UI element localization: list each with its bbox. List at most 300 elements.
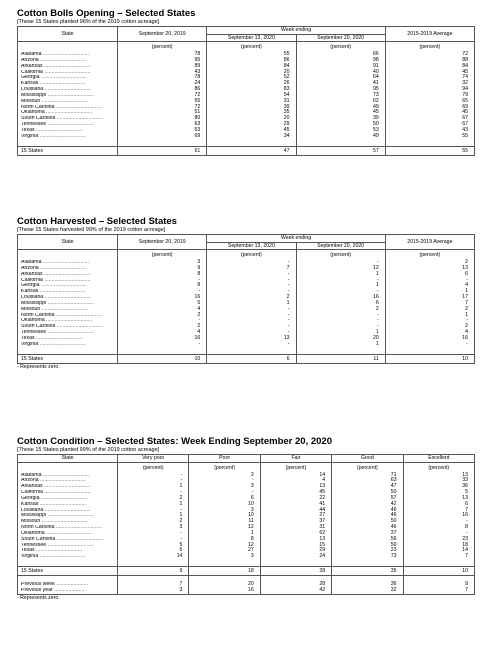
table-cell: 7 xyxy=(403,554,474,560)
table-cell: 72 xyxy=(385,52,474,58)
table-cell: Missouri ................................ xyxy=(18,519,118,525)
table-cell: California ................................ xyxy=(18,70,118,76)
table-cell: Virginia ................................ xyxy=(18,134,118,140)
table-cell: 4 xyxy=(118,330,207,336)
table-cell: Georgia ................................ xyxy=(18,283,118,289)
table-cell: Tennessee ................................ xyxy=(18,122,118,128)
table-cell: 6 xyxy=(207,354,296,363)
table-cell: 2 xyxy=(385,324,474,330)
table-cell: - xyxy=(296,324,385,330)
table-cell: Mississippi ................................ xyxy=(18,93,118,99)
table-cell: Kansas ................................ xyxy=(18,81,118,87)
col-header: September 20, 2020 xyxy=(296,242,385,250)
table-cell: 18 xyxy=(189,567,260,576)
table-cell: - xyxy=(207,307,296,313)
table-cell: 4 xyxy=(118,307,207,313)
table-cell: 86 xyxy=(207,58,296,64)
table-cell: 4 xyxy=(260,478,331,484)
table-cell: 41 xyxy=(260,502,331,508)
table-cell: Arkansas ................................ xyxy=(18,272,118,278)
unit-label: (percent) xyxy=(260,462,331,473)
table-cell: 5 xyxy=(118,543,189,549)
table-cell: 1 xyxy=(296,272,385,278)
table-cell: 36 xyxy=(403,484,474,490)
table-cell: 67 xyxy=(385,122,474,128)
table-cell: 3 xyxy=(189,484,260,490)
unit-label: (percent) xyxy=(296,250,385,261)
table-cell: Texas ................................ xyxy=(18,336,118,342)
unit-label: (percent) xyxy=(207,250,296,261)
unit-label: (percent) xyxy=(118,462,189,473)
table-cell: 40 xyxy=(296,70,385,76)
table-cell: 1 xyxy=(385,313,474,319)
table-cell: 74 xyxy=(385,75,474,81)
table-cell: 13 xyxy=(207,336,296,342)
table-cell: - xyxy=(296,260,385,266)
table-cell: 1 xyxy=(385,289,474,295)
table-cell: 63 xyxy=(332,478,403,484)
table-cell: 28 xyxy=(260,582,331,588)
table-cell: 8 xyxy=(118,283,207,289)
table-cell: - xyxy=(118,537,189,543)
col-header: Good xyxy=(332,455,403,463)
unit-label: (percent) xyxy=(296,42,385,53)
table-cell: Virginia ................................ xyxy=(18,554,118,560)
table-cell: - xyxy=(118,508,189,514)
harvested-table xyxy=(17,234,475,364)
table-cell: 53 xyxy=(118,128,207,134)
table-cell: 6 xyxy=(403,502,474,508)
table-cell: - xyxy=(296,313,385,319)
table-cell: 50 xyxy=(332,543,403,549)
table-cell: - xyxy=(207,289,296,295)
table-cell: 6 xyxy=(118,548,189,554)
unit-label: (percent) xyxy=(207,42,296,53)
table-cell: - xyxy=(385,278,474,284)
table-cell: 4 xyxy=(385,330,474,336)
table-cell: 71 xyxy=(332,473,403,479)
table-cell: 46 xyxy=(332,508,403,514)
table-cell: Kansas ................................ xyxy=(18,502,118,508)
table-cell: 95 xyxy=(296,87,385,93)
table-cell: Tennessee ................................ xyxy=(18,543,118,549)
table-cell: - xyxy=(118,531,189,537)
table-cell: Arizona ................................ xyxy=(18,478,118,484)
table-cell: 14 xyxy=(118,554,189,560)
table-cell: - xyxy=(385,342,474,348)
table-cell: 10 xyxy=(385,354,474,363)
table-cell: 13 xyxy=(403,473,474,479)
table-cell: 10 xyxy=(118,354,207,363)
table-cell: 5 xyxy=(118,301,207,307)
table-cell: 42 xyxy=(260,588,331,594)
table-cell: - xyxy=(118,490,189,496)
state-header: State xyxy=(18,455,118,463)
table-cell: 1 xyxy=(118,502,189,508)
col-header: Very poor xyxy=(118,455,189,463)
table-cell: - xyxy=(207,283,296,289)
table-cell: 1 xyxy=(207,301,296,307)
table-cell: - xyxy=(296,318,385,324)
total-row xyxy=(18,354,475,363)
table-cell: Arkansas ................................ xyxy=(18,484,118,490)
table-cell: 65 xyxy=(385,99,474,105)
table-cell: 23 xyxy=(403,537,474,543)
table-cell: 23 xyxy=(332,548,403,554)
table-cell: Arizona ................................ xyxy=(18,266,118,272)
table-cell: 3 xyxy=(189,508,260,514)
harvested-footnote: - Represents zero. xyxy=(17,363,60,370)
table-cell: 72 xyxy=(118,93,207,99)
table-cell: 3 xyxy=(118,525,189,531)
table-cell: 44 xyxy=(260,508,331,514)
table-cell: 2 xyxy=(296,307,385,313)
bolls-note: [These 15 States planted 96% of the 2019 cotton acreage] xyxy=(17,19,160,25)
table-cell: 66 xyxy=(296,52,385,58)
table-cell: 50 xyxy=(332,490,403,496)
condition-note: [These 15 States planted 99% of the 2019 cotton acreage] xyxy=(17,447,160,453)
table-cell: 51 xyxy=(118,110,207,116)
table-cell: 55 xyxy=(385,134,474,140)
table-cell: California ................................ xyxy=(18,278,118,284)
table-cell: 35 xyxy=(332,567,403,576)
table-cell: 78 xyxy=(118,75,207,81)
table-cell: Louisiana ................................ xyxy=(18,87,118,93)
table-cell: 84 xyxy=(385,64,474,70)
table-cell: 86 xyxy=(118,87,207,93)
table-cell: 78 xyxy=(118,52,207,58)
table-cell: 41 xyxy=(296,81,385,87)
table-cell: North Carolina ................................ xyxy=(18,313,118,319)
table-cell: Oklahoma ................................ xyxy=(18,110,118,116)
table-cell: 57 xyxy=(332,496,403,502)
condition-section xyxy=(17,436,475,602)
table-cell: 13 xyxy=(260,484,331,490)
table-cell: Previous week ...................... xyxy=(18,582,118,588)
table-cell: 29 xyxy=(260,548,331,554)
table-cell: 16 xyxy=(118,295,207,301)
state-header: State xyxy=(18,235,118,250)
table-cell: Mississippi ................................ xyxy=(18,301,118,307)
table-cell: 24 xyxy=(260,554,331,560)
table-cell: 43 xyxy=(118,70,207,76)
table-cell: 91 xyxy=(296,64,385,70)
table-cell: 45 xyxy=(296,110,385,116)
col-header: September 13, 2020 xyxy=(207,34,296,42)
table-cell: 1 xyxy=(296,330,385,336)
table-cell: Alabama ................................ xyxy=(18,52,118,58)
table-cell: Louisiana ................................ xyxy=(18,508,118,514)
table-cell: 15 xyxy=(260,543,331,549)
table-cell: - xyxy=(207,260,296,266)
table-cell: 57 xyxy=(296,146,385,155)
table-cell: 62 xyxy=(260,531,331,537)
table-cell: 37 xyxy=(332,531,403,537)
table-cell: 45 xyxy=(385,70,474,76)
table-cell: 10 xyxy=(189,502,260,508)
table-cell: - xyxy=(207,318,296,324)
table-cell: Tennessee ................................ xyxy=(18,330,118,336)
unit-label: (percent) xyxy=(385,42,474,53)
table-cell: 20 xyxy=(189,582,260,588)
table-cell: 56 xyxy=(332,537,403,543)
table-cell: 7 xyxy=(385,301,474,307)
table-cell: 73 xyxy=(296,93,385,99)
harvested-title: Cotton Harvested – Selected States xyxy=(17,216,177,227)
table-cell: - xyxy=(207,278,296,284)
table-cell: 3 xyxy=(118,260,207,266)
unit-label: (percent) xyxy=(118,42,207,53)
table-cell: South Carolina ................................ xyxy=(18,116,118,122)
table-cell: - xyxy=(118,342,207,348)
bolls-table xyxy=(17,26,475,156)
table-cell: 13 xyxy=(385,266,474,272)
table-cell: 73 xyxy=(332,554,403,560)
table-cell: 3 xyxy=(189,554,260,560)
table-cell: - xyxy=(385,318,474,324)
table-cell: 6 xyxy=(385,272,474,278)
table-cell: 2 xyxy=(118,496,189,502)
table-cell: Texas ................................ xyxy=(18,548,118,554)
table-cell: 1 xyxy=(118,513,189,519)
table-cell: 8 xyxy=(403,525,474,531)
table-cell: Arizona ................................ xyxy=(18,58,118,64)
table-cell: 55 xyxy=(385,146,474,155)
table-cell: 31 xyxy=(207,99,296,105)
table-cell: 37 xyxy=(260,519,331,525)
table-cell: 39 xyxy=(207,105,296,111)
table-cell: 7 xyxy=(118,582,189,588)
table-cell: Mississippi ................................ xyxy=(18,513,118,519)
table-cell: 32 xyxy=(385,81,474,87)
table-cell: - xyxy=(118,278,207,284)
table-cell: 24 xyxy=(118,81,207,87)
table-cell: 16 xyxy=(403,513,474,519)
table-cell: 49 xyxy=(296,105,385,111)
table-cell: California ................................ xyxy=(18,490,118,496)
table-cell: - xyxy=(189,490,260,496)
table-cell: 12 xyxy=(189,525,260,531)
table-cell: 98 xyxy=(296,58,385,64)
table-cell: 9 xyxy=(403,582,474,588)
table-cell: 6 xyxy=(189,496,260,502)
table-row xyxy=(18,588,475,594)
table-cell: 16 xyxy=(189,588,260,594)
table-cell: 34 xyxy=(207,134,296,140)
table-cell: 14 xyxy=(260,473,331,479)
harvested-note: [These 15 States harvested 99% of the 2019 cotton acreage] xyxy=(17,227,166,233)
table-cell: 15 States xyxy=(18,567,118,576)
bolls-title: Cotton Bolls Opening – Selected States xyxy=(17,8,196,19)
table-cell: Georgia ................................ xyxy=(18,75,118,81)
table-cell: Oklahoma ................................ xyxy=(18,318,118,324)
table-cell: 72 xyxy=(118,105,207,111)
table-cell: 10 xyxy=(189,513,260,519)
table-cell: 69 xyxy=(118,134,207,140)
table-cell: Alabama ................................ xyxy=(18,473,118,479)
table-cell: South Carolina ................................ xyxy=(18,324,118,330)
unit-label: (percent) xyxy=(118,250,207,261)
table-cell: - xyxy=(207,313,296,319)
unit-label: (percent) xyxy=(403,462,474,473)
table-cell: - xyxy=(296,289,385,295)
week-ending-header: Week ending xyxy=(207,27,386,35)
table-cell: 27 xyxy=(260,513,331,519)
table-cell: - xyxy=(118,473,189,479)
table-cell: 15 States xyxy=(18,146,118,155)
table-cell: 11 xyxy=(189,519,260,525)
table-cell: 80 xyxy=(118,116,207,122)
table-cell: 13 xyxy=(260,537,331,543)
harvested-section xyxy=(17,216,475,371)
table-cell: - xyxy=(189,478,260,484)
table-cell: Previous year ...................... xyxy=(18,588,118,594)
state-header: State xyxy=(18,27,118,42)
bolls-section xyxy=(17,8,475,156)
condition-footnote: - Represents zero. xyxy=(17,594,60,601)
table-cell: 20 xyxy=(207,70,296,76)
table-cell: 16 xyxy=(118,336,207,342)
table-cell: 52 xyxy=(207,75,296,81)
table-cell: 2 xyxy=(118,324,207,330)
table-cell: 3 xyxy=(118,588,189,594)
table-cell: 50 xyxy=(332,519,403,525)
col-header: September 20, 2019 xyxy=(118,235,207,250)
table-cell: 2 xyxy=(189,473,260,479)
table-cell: 62 xyxy=(296,99,385,105)
table-cell: 45 xyxy=(260,490,331,496)
table-cell: 79 xyxy=(385,93,474,99)
table-cell: 7 xyxy=(207,266,296,272)
table-cell: 14 xyxy=(403,548,474,554)
table-cell: 17 xyxy=(385,295,474,301)
total-row xyxy=(18,146,475,155)
table-cell: Oklahoma ................................ xyxy=(18,531,118,537)
table-cell: 2 xyxy=(385,260,474,266)
table-cell: 46 xyxy=(332,525,403,531)
table-cell: Missouri ................................ xyxy=(18,99,118,105)
table-cell: 2 xyxy=(118,519,189,525)
table-cell: 1 xyxy=(189,531,260,537)
table-cell: 61 xyxy=(118,146,207,155)
week-ending-header: Week ending xyxy=(207,235,386,243)
col-header: Excellent xyxy=(403,455,474,463)
table-cell: - xyxy=(207,272,296,278)
table-cell: 8 xyxy=(189,537,260,543)
col-header: September 20, 2019 xyxy=(118,27,207,42)
col-header: 2015-2019 Average xyxy=(385,235,474,250)
table-cell: Kansas ................................ xyxy=(18,289,118,295)
table-cell: 1 xyxy=(118,484,189,490)
table-cell: 1 xyxy=(296,342,385,348)
table-cell: Virginia ................................ xyxy=(18,342,118,348)
table-cell: 15 States xyxy=(18,354,118,363)
col-header: 2015-2019 Average xyxy=(385,27,474,42)
total-row xyxy=(18,567,475,576)
table-cell: Arkansas ................................ xyxy=(18,64,118,70)
table-cell: - xyxy=(403,531,474,537)
table-cell: Missouri ................................ xyxy=(18,307,118,313)
table-cell: Alabama ................................ xyxy=(18,260,118,266)
table-cell: 27 xyxy=(189,548,260,554)
table-cell: 89 xyxy=(118,64,207,70)
col-header: September 20, 2020 xyxy=(296,34,385,42)
table-cell: 6 xyxy=(296,301,385,307)
table-cell: 20 xyxy=(207,116,296,122)
table-cell: 63 xyxy=(118,122,207,128)
condition-table xyxy=(17,454,475,595)
table-cell: North Carolina ................................ xyxy=(18,105,118,111)
table-cell: South Carolina ................................ xyxy=(18,537,118,543)
table-cell: 45 xyxy=(385,110,474,116)
table-cell: 88 xyxy=(385,58,474,64)
table-cell: 13 xyxy=(403,496,474,502)
table-cell: 47 xyxy=(207,146,296,155)
table-cell: 9 xyxy=(118,266,207,272)
table-cell: - xyxy=(207,330,296,336)
table-cell: 26 xyxy=(207,81,296,87)
unit-label: (percent) xyxy=(385,250,474,261)
table-cell: - xyxy=(207,324,296,330)
table-cell: 69 xyxy=(385,105,474,111)
table-cell: 18 xyxy=(403,543,474,549)
table-cell: 39 xyxy=(296,116,385,122)
table-cell: 9 xyxy=(118,567,189,576)
table-cell: 1 xyxy=(296,283,385,289)
table-cell: 7 xyxy=(403,588,474,594)
unit-label: (percent) xyxy=(332,462,403,473)
table-cell: 12 xyxy=(296,266,385,272)
table-cell: - xyxy=(118,289,207,295)
table-cell: 16 xyxy=(296,295,385,301)
condition-title: Cotton Condition – Selected States: Week Ending September 20, 2020 xyxy=(17,436,332,447)
table-cell: 11 xyxy=(296,354,385,363)
table-cell: 45 xyxy=(207,128,296,134)
table-cell: 12 xyxy=(189,543,260,549)
table-cell: - xyxy=(403,519,474,525)
table-cell: 28 xyxy=(260,567,331,576)
table-cell: 36 xyxy=(332,582,403,588)
table-cell: 7 xyxy=(403,508,474,514)
table-cell: 4 xyxy=(385,283,474,289)
table-cell: 32 xyxy=(332,588,403,594)
table-cell: 53 xyxy=(296,128,385,134)
col-header: Poor xyxy=(189,455,260,463)
table-cell: 42 xyxy=(332,502,403,508)
table-cell: 67 xyxy=(385,116,474,122)
table-cell: 2 xyxy=(118,313,207,319)
table-cell: North Carolina ................................ xyxy=(18,525,118,531)
table-cell: 16 xyxy=(385,336,474,342)
table-cell: 47 xyxy=(332,484,403,490)
table-cell: 31 xyxy=(260,525,331,531)
table-cell: 2 xyxy=(207,295,296,301)
table-cell: Texas ................................ xyxy=(18,128,118,134)
col-header: Fair xyxy=(260,455,331,463)
table-cell: 84 xyxy=(207,64,296,70)
table-cell: 33 xyxy=(403,478,474,484)
table-cell: 55 xyxy=(207,52,296,58)
unit-label: (percent) xyxy=(189,462,260,473)
table-cell: 10 xyxy=(403,567,474,576)
table-cell: - xyxy=(207,342,296,348)
table-cell: 46 xyxy=(332,513,403,519)
table-cell: 83 xyxy=(207,87,296,93)
table-cell: 2 xyxy=(385,307,474,313)
table-cell: 35 xyxy=(207,110,296,116)
table-cell: 22 xyxy=(260,496,331,502)
col-header: September 13, 2020 xyxy=(207,242,296,250)
